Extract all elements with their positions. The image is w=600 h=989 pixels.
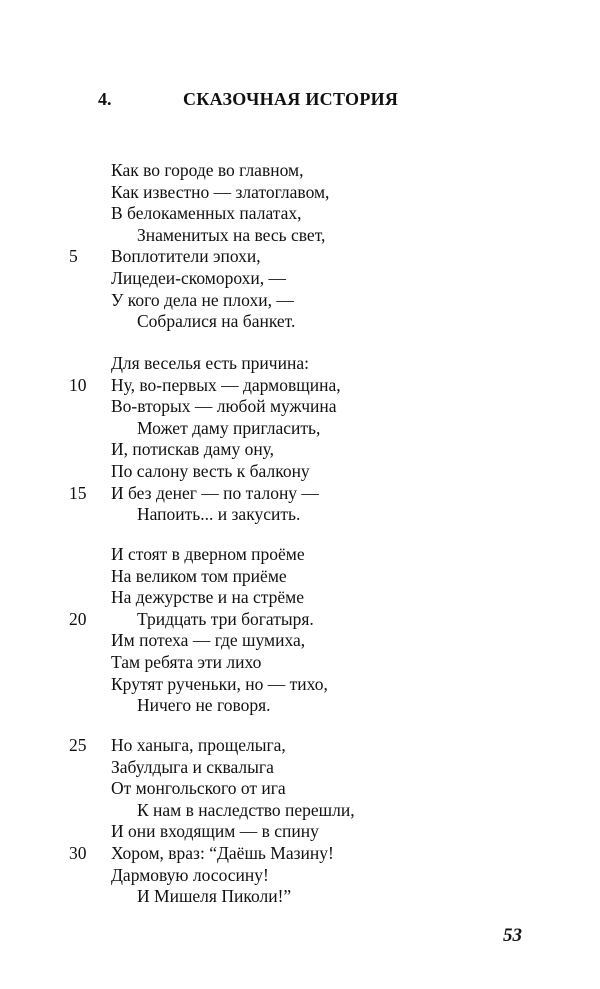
- line-text: Для веселья есть причина:: [111, 353, 309, 373]
- poem-line: [0, 439, 600, 461]
- line-number: 30: [69, 842, 87, 863]
- line-text: Как во городе во главном,: [111, 160, 304, 180]
- stanza-4: [0, 735, 600, 908]
- line-text: И Мишеля Пиколи!”: [137, 886, 292, 907]
- line-number: 15: [69, 482, 87, 503]
- page-number: 53: [503, 925, 522, 946]
- line-text: И они входящим — в спину: [111, 821, 319, 842]
- stanza-3: [0, 544, 600, 717]
- line-text: И стоят в дверном проёме: [111, 544, 305, 564]
- poem-line: [0, 652, 600, 674]
- poem-line: [0, 886, 600, 908]
- line-text: Но ханыга, прощелыга,: [111, 735, 286, 755]
- line-text: Знаменитых на весь свет,: [137, 224, 326, 245]
- line-text: Ничего не говоря.: [137, 695, 271, 716]
- poem-line: [0, 182, 600, 204]
- line-number: 5: [69, 246, 78, 267]
- poem-line: [0, 290, 600, 312]
- poem-line: [0, 160, 600, 182]
- poem-line: [0, 353, 600, 375]
- poem-line: [0, 504, 600, 526]
- line-number: 20: [69, 608, 87, 629]
- line-text: И без денег — по талону —: [111, 482, 319, 503]
- line-text: У кого дела не плохи, —: [111, 289, 294, 310]
- line-number: 25: [69, 735, 87, 755]
- line-text: По салону весть к балкону: [111, 460, 310, 481]
- line-text: От монгольского от ига: [111, 778, 286, 799]
- line-text: К нам в наследство перешли,: [137, 799, 355, 820]
- poem-line: [0, 735, 600, 757]
- poem-line: [0, 566, 600, 588]
- poem-line: [0, 757, 600, 779]
- poem-line: [0, 843, 600, 865]
- line-text: В белокаменных палатах,: [111, 203, 302, 224]
- line-text: Там ребята эти лихо: [111, 651, 262, 672]
- poem-line: [0, 418, 600, 440]
- chapter-number: 4.: [98, 89, 112, 109]
- poem-line: [0, 544, 600, 566]
- line-text: Во-вторых — любой мужчина: [111, 396, 337, 417]
- stanza-2: [0, 353, 600, 526]
- line-text: Забулдыга и сквалыга: [111, 756, 274, 777]
- poem-line: [0, 311, 600, 333]
- line-text: На дежурстве и на стрёме: [111, 587, 304, 608]
- poem-line: [0, 396, 600, 418]
- poem-line: [0, 268, 600, 290]
- line-text: Лицедеи-скоморохи, —: [111, 267, 287, 288]
- line-text: Хором, враз: “Даёшь Мазину!: [111, 842, 334, 863]
- poem-line: [0, 821, 600, 843]
- poem-line: [0, 483, 600, 505]
- poem-line: [0, 246, 600, 268]
- line-number: 10: [69, 374, 87, 395]
- line-text: И, потискав даму ону,: [111, 439, 275, 460]
- poem-line: [0, 778, 600, 800]
- line-text: Ну, во-первых — дармовщина,: [111, 374, 341, 395]
- poem-line: [0, 800, 600, 822]
- line-text: На великом том приёме: [111, 565, 287, 586]
- line-text: Собралися на банкет.: [137, 311, 296, 332]
- line-text: Как известно — златоглавом,: [111, 181, 330, 202]
- line-text: Тридцать три богатыря.: [137, 608, 314, 629]
- poem-line: [0, 203, 600, 225]
- poem-line: [0, 225, 600, 247]
- poem-line: [0, 630, 600, 652]
- chapter-header: [0, 89, 600, 113]
- chapter-title: СКАЗОЧНАЯ ИСТОРИЯ: [183, 89, 399, 109]
- poem-line: [0, 695, 600, 717]
- line-text: Им потеха — где шумиха,: [111, 630, 306, 651]
- poem-line: [0, 375, 600, 397]
- poem-line: [0, 674, 600, 696]
- line-text: Может даму пригласить,: [137, 417, 321, 438]
- poem-line: [0, 865, 600, 887]
- line-text: Напоить... и закусить.: [137, 504, 301, 525]
- poem-line: [0, 461, 600, 483]
- line-text: Дармовую лососину!: [111, 864, 269, 885]
- line-text: Воплотители эпохи,: [111, 246, 261, 267]
- poem-line: [0, 587, 600, 609]
- stanza-1: [0, 160, 600, 333]
- line-text: Крутят рученьки, но — тихо,: [111, 673, 328, 694]
- poem-line: [0, 609, 600, 631]
